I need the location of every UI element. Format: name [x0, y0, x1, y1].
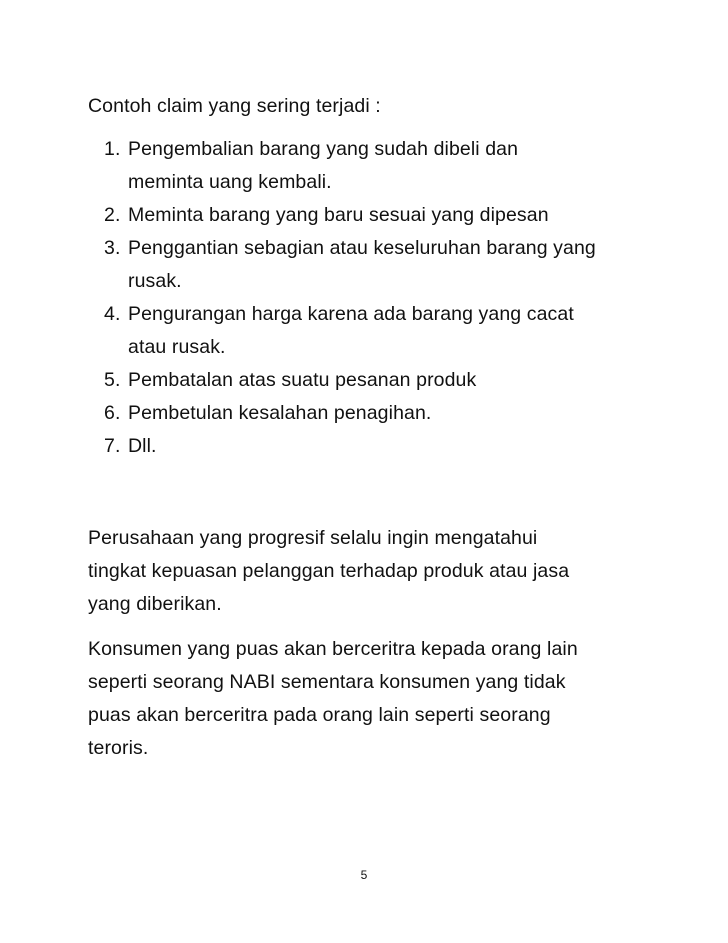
- list-item-number: 4.: [104, 303, 121, 325]
- list-item-text: Pengembalian barang yang sudah dibeli dan meminta uang kembali.: [128, 138, 519, 193]
- list-item-text: Pembetulan kesalahan penagihan.: [128, 402, 432, 424]
- list-intro: Contoh claim yang sering terjadi :: [88, 95, 381, 117]
- list-item-text: Meminta barang yang baru sesuai yang dipesan: [128, 204, 549, 226]
- list-item-text: Pembatalan atas suatu pesanan produk: [128, 369, 477, 391]
- list-item: [104, 397, 664, 430]
- claim-list: [104, 133, 664, 463]
- list-item-text: Penggantian sebagian atau keseluruhan barang yang rusak.: [128, 237, 596, 292]
- list-item: [104, 133, 664, 199]
- list-item: [104, 430, 664, 463]
- list-item: [104, 364, 664, 397]
- page-number-value: 5: [360, 868, 368, 882]
- list-item-number: 5.: [104, 369, 121, 391]
- list-item-number: 3.: [104, 237, 121, 259]
- list-item: [104, 232, 664, 298]
- list-item-number: 2.: [104, 204, 121, 226]
- list-item-number: 6.: [104, 402, 121, 424]
- list-item-text: Dll.: [128, 435, 157, 457]
- list-item-number: 7.: [104, 435, 121, 457]
- list-item: [104, 199, 664, 232]
- list-item-number: 1.: [104, 138, 121, 160]
- page-number: [0, 868, 728, 882]
- paragraph-progressive-company: Perusahaan yang progresif selalu ingin mengatahui tingkat kepuasan pelanggan terhadap produk atau jasa yang diberikan.: [88, 527, 570, 615]
- list-item: [104, 298, 664, 364]
- paragraph-consumer-stories: Konsumen yang puas akan berceritra kepada orang lain seperti seorang NABI sementara konsumen yang tidak puas akan berceritra pada orang lain seperti seorang teroris.: [88, 638, 578, 759]
- list-item-text: Pengurangan harga karena ada barang yang cacat atau rusak.: [128, 303, 574, 358]
